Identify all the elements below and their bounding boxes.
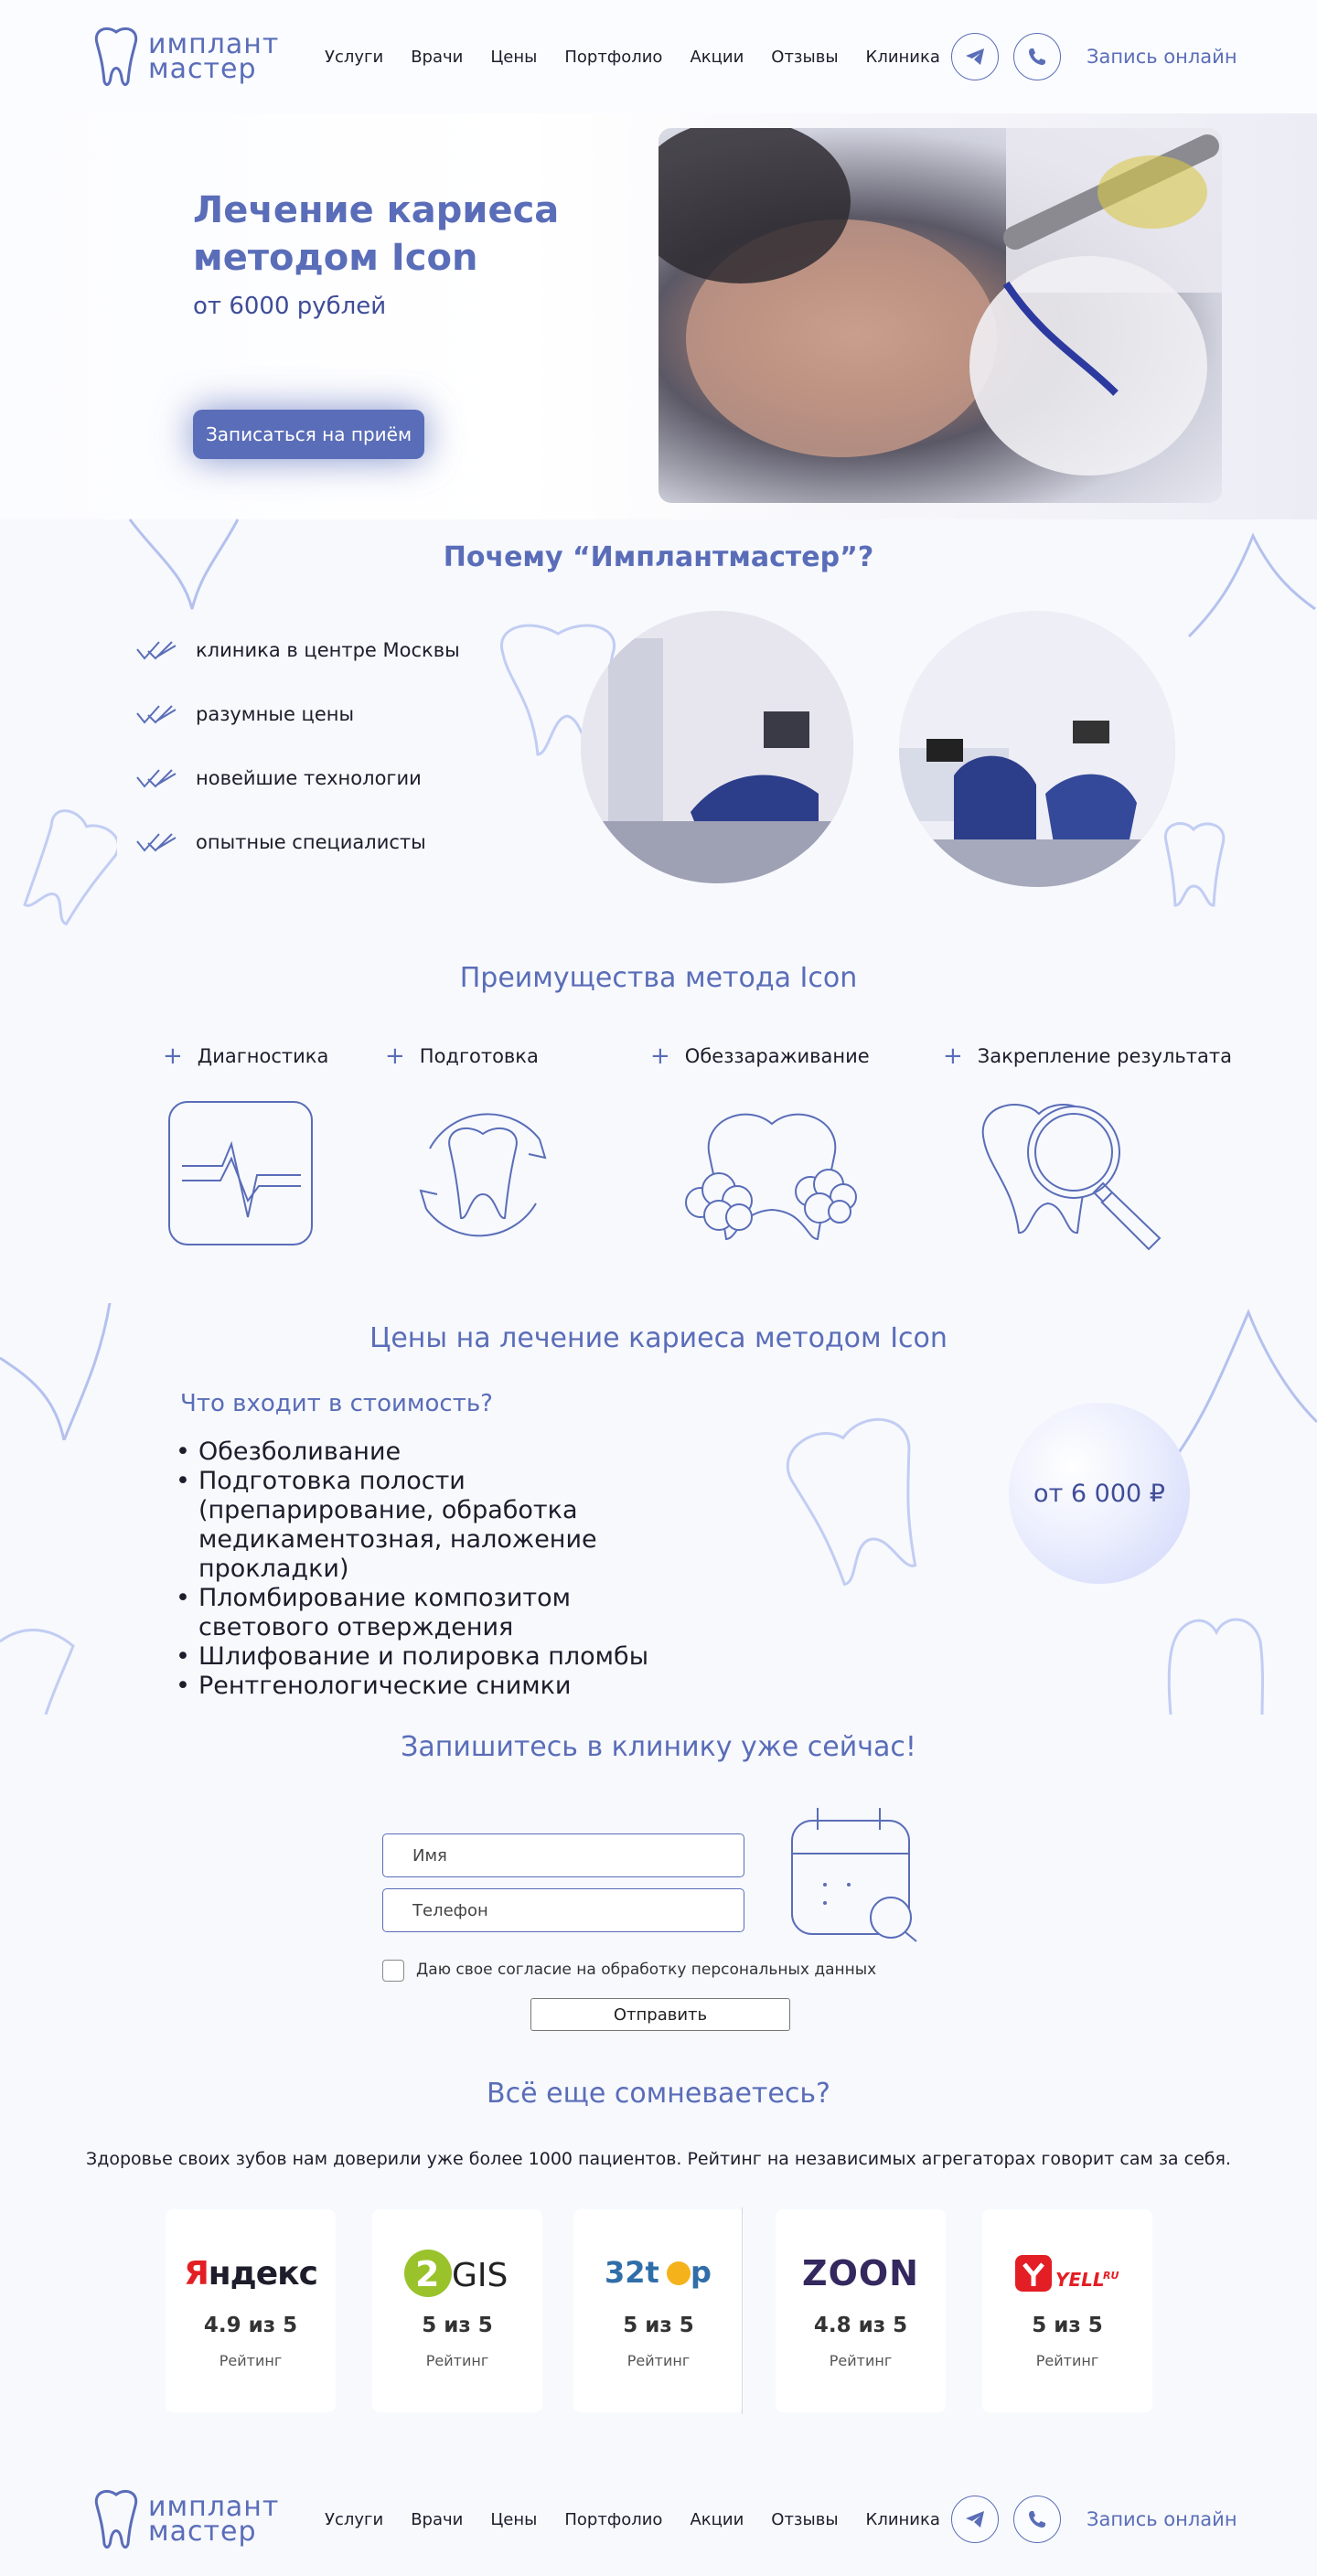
decor-tooth-icon (1180, 518, 1317, 646)
double-check-icon (135, 638, 177, 662)
decor-tooth-icon (16, 809, 117, 928)
advantage-label (163, 1042, 328, 1070)
svg-text:GIS: GIS (452, 2257, 509, 2294)
clinic-room-photo-placeholder (581, 611, 853, 883)
phone-input[interactable] (382, 1888, 744, 1932)
rating-card-yandex[interactable] (166, 2209, 336, 2412)
nav-link-services[interactable]: Услуги (325, 2510, 384, 2529)
nav-link-promotions[interactable]: Акции (690, 48, 744, 67)
clinic-room-photo-placeholder (899, 611, 1175, 887)
decor-tooth-icon (1162, 1605, 1271, 1715)
double-check-icon (135, 766, 177, 790)
tooth-magnifier-icon (975, 1096, 1176, 1251)
site-footer (0, 2463, 1317, 2576)
logo-line2: мастер (148, 53, 257, 85)
dentist-photo-placeholder (658, 128, 1222, 503)
hero-photo (658, 128, 1222, 503)
list-item: • Подготовка полости (препарирование, обработка медикаментозная, наложение прокладки) (176, 1467, 688, 1584)
2gis-logo-icon (402, 2246, 512, 2301)
hero-title (193, 187, 559, 282)
list-item: • Рентгенологические снимки (176, 1672, 688, 1701)
divider (742, 2207, 743, 2414)
advantage-label (650, 1042, 870, 1070)
tooth-logo-icon (91, 2487, 141, 2551)
consent-label: Даю свое согласие на обработку персональных данных (416, 1961, 877, 1979)
yell-logo (982, 2246, 1152, 2301)
prices-subtitle: Что входит в стоимость? (180, 1390, 493, 1417)
nav-link-doctors[interactable]: Врачи (411, 2510, 464, 2529)
advantage-text: Подготовка (419, 1045, 539, 1067)
tooth-logo-icon (91, 25, 141, 89)
tooth-germs-icon (682, 1102, 862, 1248)
plus-icon: + (650, 1042, 670, 1070)
rating-label: Рейтинг (1035, 2352, 1099, 2369)
hero-price: от 6000 рублей (193, 293, 387, 320)
zoon-logo (776, 2246, 946, 2301)
list-item: • Обезболивание (176, 1438, 688, 1467)
hero-title-line1: Лечение кариеса (193, 189, 560, 231)
why-item (135, 702, 354, 726)
hero-section (0, 113, 1317, 519)
advantage-label (943, 1042, 1232, 1070)
rating-score: 5 из 5 (623, 2314, 694, 2337)
nav-link-services[interactable]: Услуги (325, 48, 384, 67)
why-item (135, 638, 460, 662)
logo-line2: мастер (148, 2516, 257, 2548)
rating-card-yell[interactable] (982, 2209, 1152, 2412)
rating-card-32top[interactable] (573, 2209, 744, 2412)
list-item: • Пломбирование композитом светового отверждения (176, 1584, 688, 1642)
rating-score: 5 из 5 (422, 2314, 493, 2337)
consent-checkbox[interactable] (382, 1960, 404, 1982)
nav-link-portfolio[interactable]: Портфолио (564, 48, 663, 67)
logo-text (148, 28, 280, 85)
logo-text (148, 2491, 280, 2548)
advantage-label (385, 1042, 539, 1070)
prices-list (176, 1438, 688, 1701)
advantage-text: Закрепление результата (977, 1045, 1232, 1067)
rating-label: Рейтинг (829, 2352, 893, 2369)
nav-link-clinic[interactable]: Клиника (865, 48, 940, 67)
logo-line1: имплант (148, 2491, 280, 2523)
rating-label: Рейтинг (626, 2352, 691, 2369)
rating-label: Рейтинг (425, 2352, 489, 2369)
phone-icon (1026, 46, 1048, 68)
clinic-photo-2 (899, 611, 1175, 887)
yandex-rest: ндекс (208, 2254, 317, 2293)
nav-link-doctors[interactable]: Врачи (411, 48, 464, 67)
nav-link-reviews[interactable]: Отзывы (771, 2510, 839, 2529)
logo[interactable] (91, 25, 279, 89)
nav-link-clinic[interactable]: Клиника (865, 2510, 940, 2529)
name-input[interactable] (382, 1833, 744, 1877)
double-check-icon (135, 702, 177, 726)
nav-link-prices[interactable]: Цены (490, 48, 538, 67)
nav-link-prices[interactable]: Цены (490, 2510, 538, 2529)
calendar-search-icon (788, 1806, 918, 1943)
2gis-logo (372, 2246, 542, 2301)
telegram-icon (964, 46, 986, 68)
why-item-text: опытные специалисты (196, 831, 426, 853)
yandex-first-letter: Я (184, 2254, 209, 2293)
main-nav (325, 48, 968, 67)
32top-logo (573, 2246, 744, 2301)
advantages-title: Преимущества метода Icon (459, 962, 858, 994)
plus-icon: + (163, 1042, 183, 1070)
32top-logo-icon (599, 2246, 718, 2301)
rating-card-zoon[interactable] (776, 2209, 946, 2412)
online-booking-link[interactable]: Запись онлайн (1087, 2508, 1237, 2530)
list-item: • Шлифование и полировка пломбы (176, 1642, 688, 1672)
svg-text:p: p (691, 2255, 712, 2290)
phone-button[interactable] (1013, 33, 1061, 80)
decor-tooth-icon (782, 1413, 937, 1587)
rating-score: 4.9 из 5 (203, 2314, 298, 2337)
online-booking-link[interactable]: Запись онлайн (1087, 46, 1237, 68)
svg-text:2: 2 (415, 2254, 440, 2294)
why-item (135, 830, 426, 854)
hero-title-line2: методом Icon (193, 237, 478, 279)
telegram-button[interactable] (951, 33, 999, 80)
svg-text:YELL: YELL (1055, 2269, 1105, 2291)
rating-card-2gis[interactable] (372, 2209, 542, 2412)
form-title: Запишитесь в клинику уже сейчас! (401, 1731, 916, 1763)
phone-button[interactable] (1013, 2496, 1061, 2543)
yandex-logo (166, 2246, 336, 2301)
logo[interactable] (91, 2487, 279, 2551)
rating-score: 4.8 из 5 (813, 2314, 908, 2337)
price-bubble: от 6 000 ₽ (1009, 1403, 1190, 1584)
why-item-text: клиника в центре Москвы (196, 639, 460, 661)
zoon-logo-text: ZOON (802, 2253, 919, 2293)
nav-link-promotions[interactable]: Акции (690, 2510, 744, 2529)
submit-button[interactable]: Отправить (530, 1998, 790, 2031)
clinic-photo-1 (581, 611, 853, 883)
double-check-icon (135, 830, 177, 854)
logo-line1: имплант (148, 28, 280, 60)
pulse-monitor-icon (167, 1100, 314, 1246)
nav-link-reviews[interactable]: Отзывы (771, 48, 839, 67)
prices-title: Цены на лечение кариеса методом Icon (369, 1322, 948, 1354)
rating-label: Рейтинг (219, 2352, 283, 2369)
rating-score: 5 из 5 (1032, 2314, 1103, 2337)
svg-text:32t: 32t (605, 2255, 659, 2290)
telegram-icon (964, 2508, 986, 2530)
footer-nav (325, 2510, 968, 2529)
why-title: Почему “Имплантмастер”? (443, 541, 874, 573)
why-item (135, 766, 422, 790)
site-header (0, 0, 1317, 113)
yell-logo-icon (1008, 2246, 1127, 2301)
nav-link-portfolio[interactable]: Портфолио (564, 2510, 663, 2529)
plus-icon: + (943, 1042, 963, 1070)
plus-icon: + (385, 1042, 405, 1070)
svg-text:RU: RU (1103, 2270, 1119, 2282)
trust-text: Здоровье своих зубов нам доверили уже более 1000 пациентов. Рейтинг на независимых агрегаторах говорит сам за себя. (86, 2149, 1231, 2169)
reviews-title: Всё еще сомневаетесь? (487, 2078, 830, 2110)
tooth-refresh-icon (402, 1094, 563, 1255)
telegram-button[interactable] (951, 2496, 999, 2543)
why-item-text: разумные цены (196, 703, 355, 725)
advantage-text: Диагностика (197, 1045, 329, 1067)
advantage-text: Обеззараживание (684, 1045, 870, 1067)
why-item-text: новейшие технологии (196, 767, 422, 789)
decor-tooth-icon (0, 1623, 82, 1715)
phone-icon (1026, 2508, 1048, 2530)
book-appointment-button[interactable]: Записаться на приём (193, 410, 424, 459)
